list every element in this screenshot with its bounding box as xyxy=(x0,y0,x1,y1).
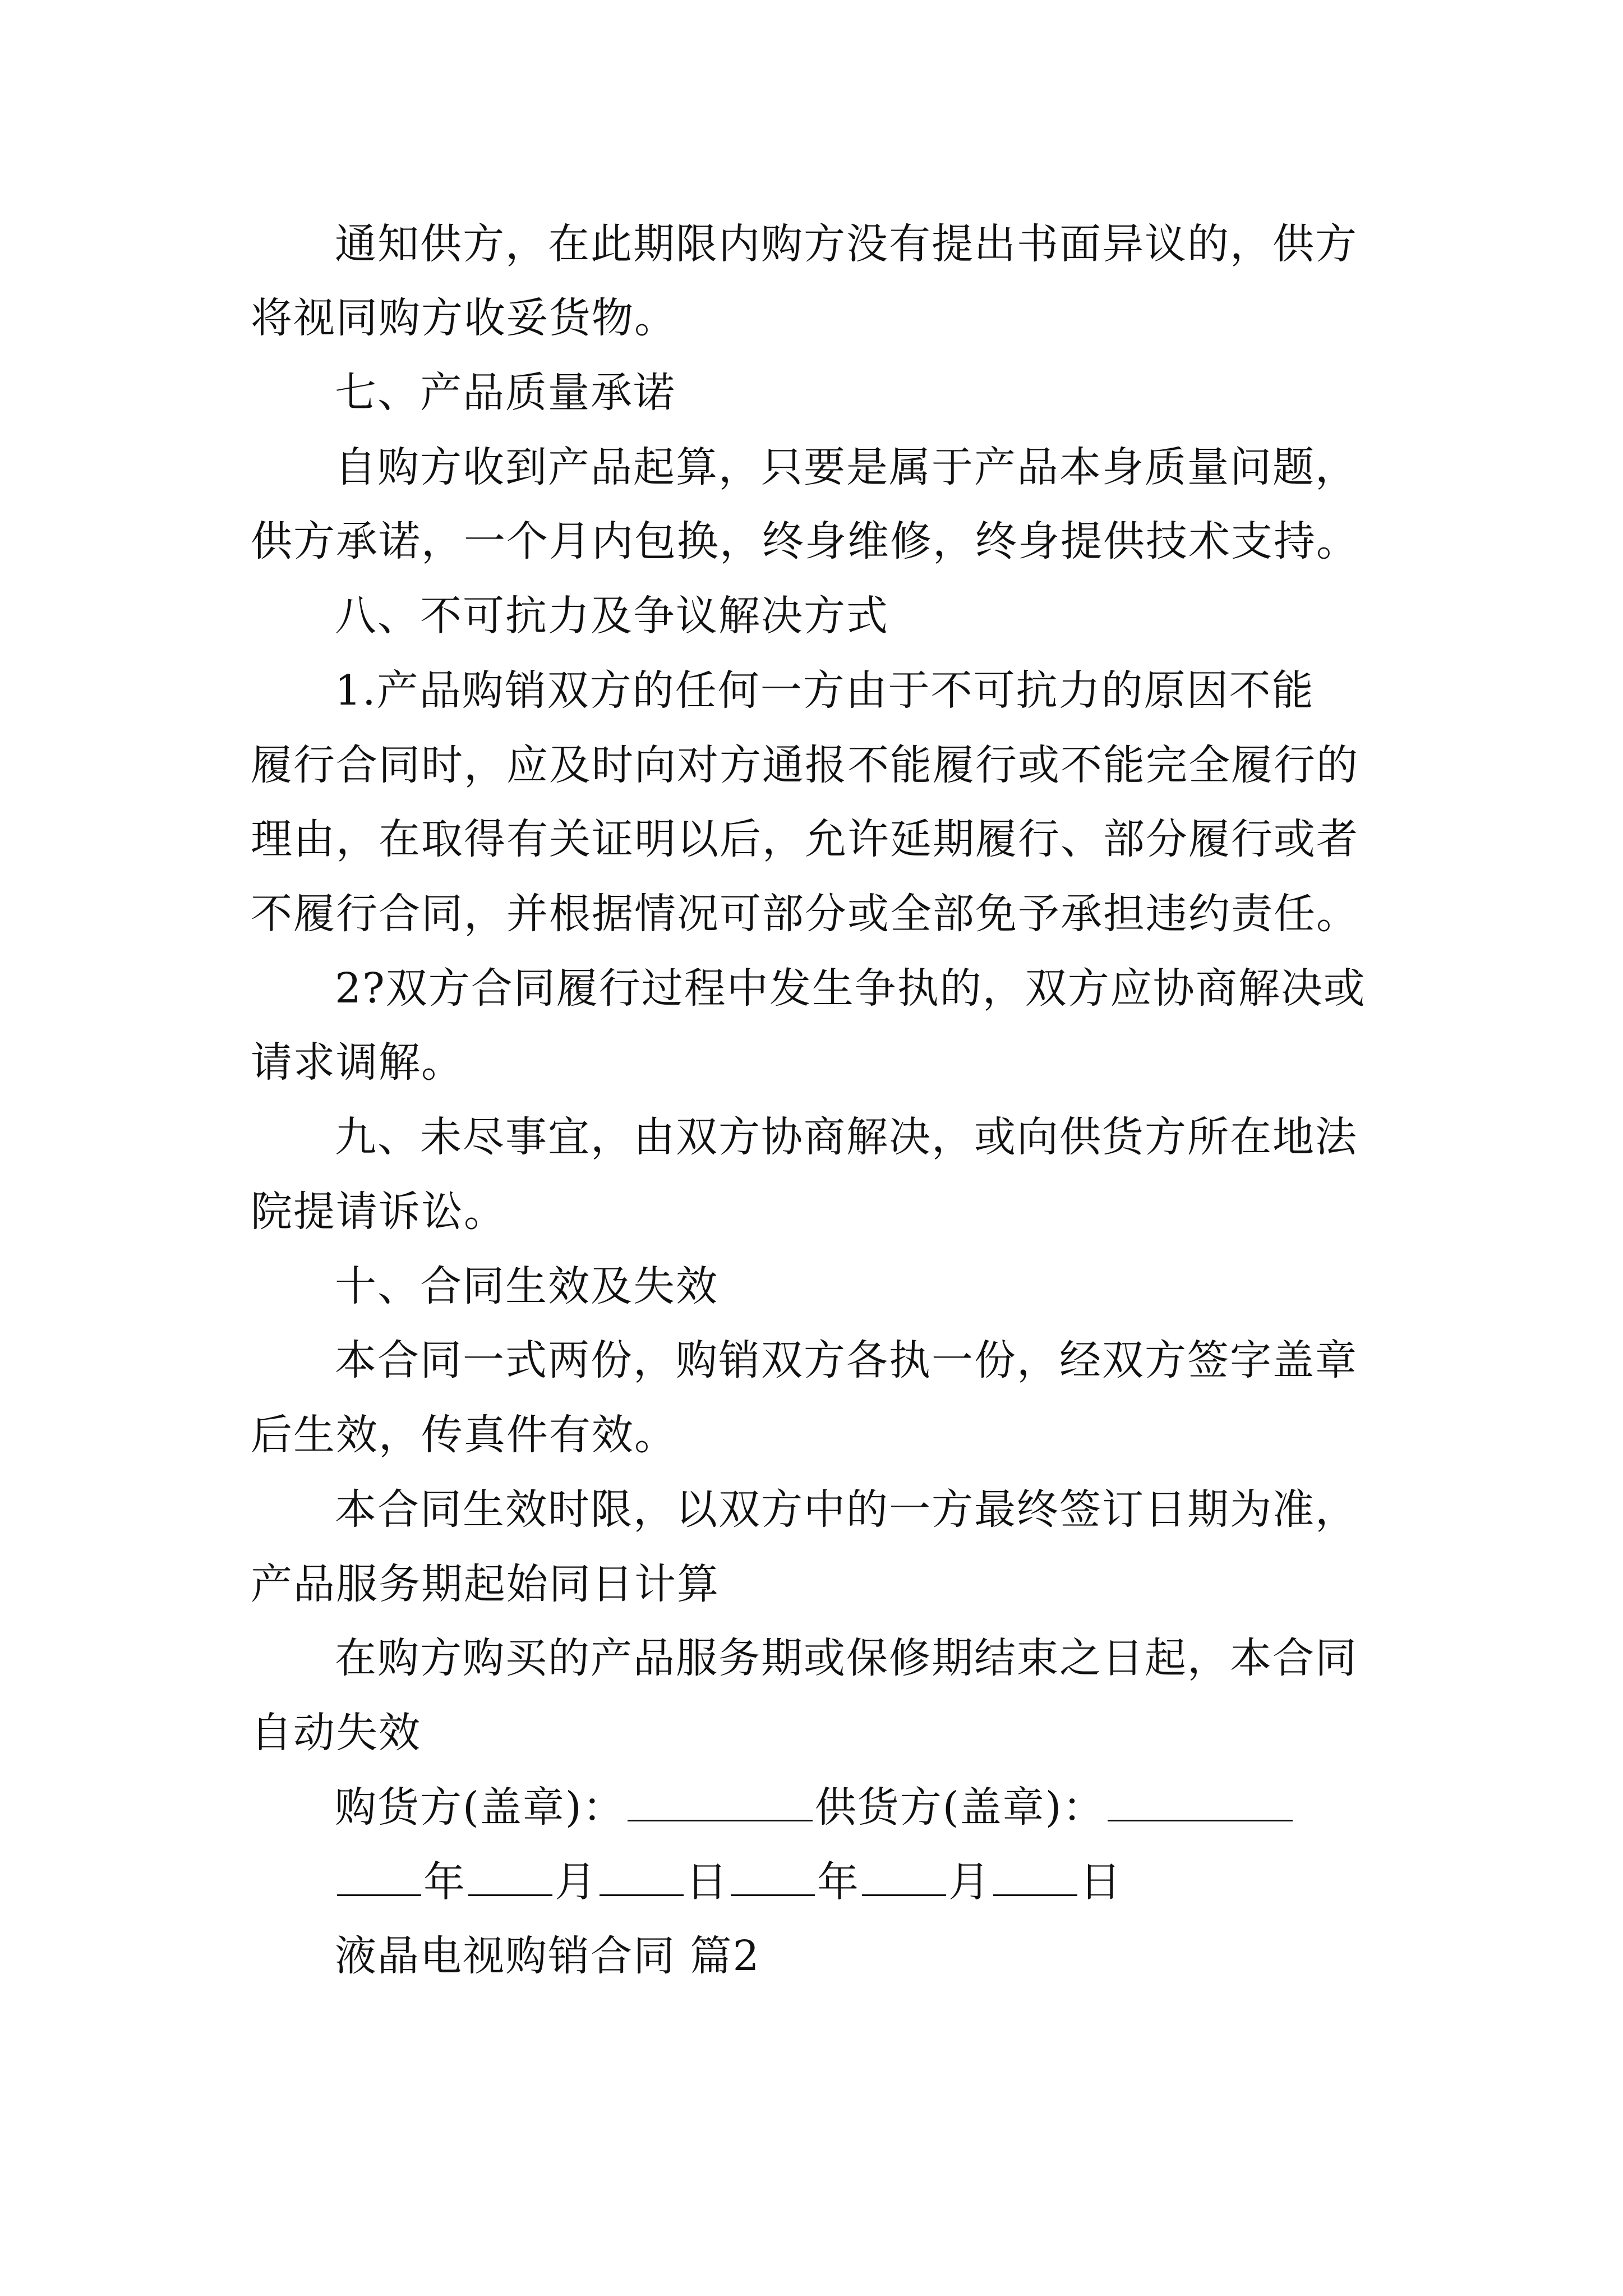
paragraph-line: 1.产品购销双方的任何一方由于不可抗力的原因不能 xyxy=(335,666,1315,715)
paragraph-line: 自动失效 xyxy=(251,1709,421,1757)
paragraph-line: 2?双方合同履行过程中发生争执的，双方应协商解决或 xyxy=(335,964,1366,1013)
day-label: 日 xyxy=(1080,1858,1122,1906)
paragraph-line: 自购方收到产品起算，只要是属于产品本身质量问题， xyxy=(335,443,1358,491)
signature-row xyxy=(335,1777,1295,1838)
paragraph-line: 本合同一式两份，购销双方各执一份，经双方签字盖章 xyxy=(335,1336,1358,1384)
date-row xyxy=(335,1851,1122,1913)
paragraph-line: 产品服务期起始同日计算 xyxy=(251,1560,720,1608)
buyer-signature-blank xyxy=(628,1780,813,1821)
paragraph-line: 后生效，传真件有效。 xyxy=(251,1411,677,1459)
month-label: 月 xyxy=(948,1858,991,1906)
year-blank xyxy=(337,1855,421,1896)
paragraph-line: 本合同生效时限，以双方中的一方最终签订日期为准， xyxy=(335,1485,1358,1534)
paragraph-line: 九、未尽事宜，由双方协商解决，或向供货方所在地法 xyxy=(335,1113,1358,1161)
paragraph-line: 履行合同时，应及时向对方通报不能履行或不能完全履行的 xyxy=(251,741,1359,789)
year-label: 年 xyxy=(817,1858,860,1906)
paragraph-line: 通知供方，在此期限内购方没有提出书面异议的，供方 xyxy=(335,220,1358,268)
paragraph-line: 在购方购买的产品服务期或保修期结束之日起，本合同 xyxy=(335,1634,1358,1682)
section-heading: 七、产品质量承诺 xyxy=(335,369,676,417)
seller-signature-blank xyxy=(1108,1780,1293,1821)
year-blank xyxy=(731,1855,815,1896)
next-section-heading: 液晶电视购销合同 篇2 xyxy=(335,1932,760,1980)
day-blank xyxy=(600,1855,684,1896)
paragraph-line: 将视同购方收妥货物。 xyxy=(251,294,677,342)
seller-seal-label: 供货方(盖章)： xyxy=(814,1783,1105,1832)
paragraph-line: 请求调解。 xyxy=(251,1038,464,1087)
month-label: 月 xyxy=(555,1858,597,1906)
paragraph-line: 理由，在取得有关证明以后，允许延期履行、部分履行或者 xyxy=(251,815,1359,863)
day-label: 日 xyxy=(686,1858,728,1906)
month-blank xyxy=(862,1855,946,1896)
section-heading: 八、不可抗力及争议解决方式 xyxy=(335,592,889,640)
year-label: 年 xyxy=(423,1858,466,1906)
paragraph-line: 不履行合同，并根据情况可部分或全部免予承担违约责任。 xyxy=(251,890,1359,938)
day-blank xyxy=(993,1855,1077,1896)
month-blank xyxy=(468,1855,552,1896)
buyer-seal-label: 购货方(盖章)： xyxy=(335,1783,625,1832)
paragraph-line: 院提请诉讼。 xyxy=(251,1188,506,1236)
paragraph-line: 供方承诺，一个月内包换，终身维修，终身提供技术支持。 xyxy=(251,517,1359,565)
section-heading: 十、合同生效及失效 xyxy=(335,1262,718,1310)
